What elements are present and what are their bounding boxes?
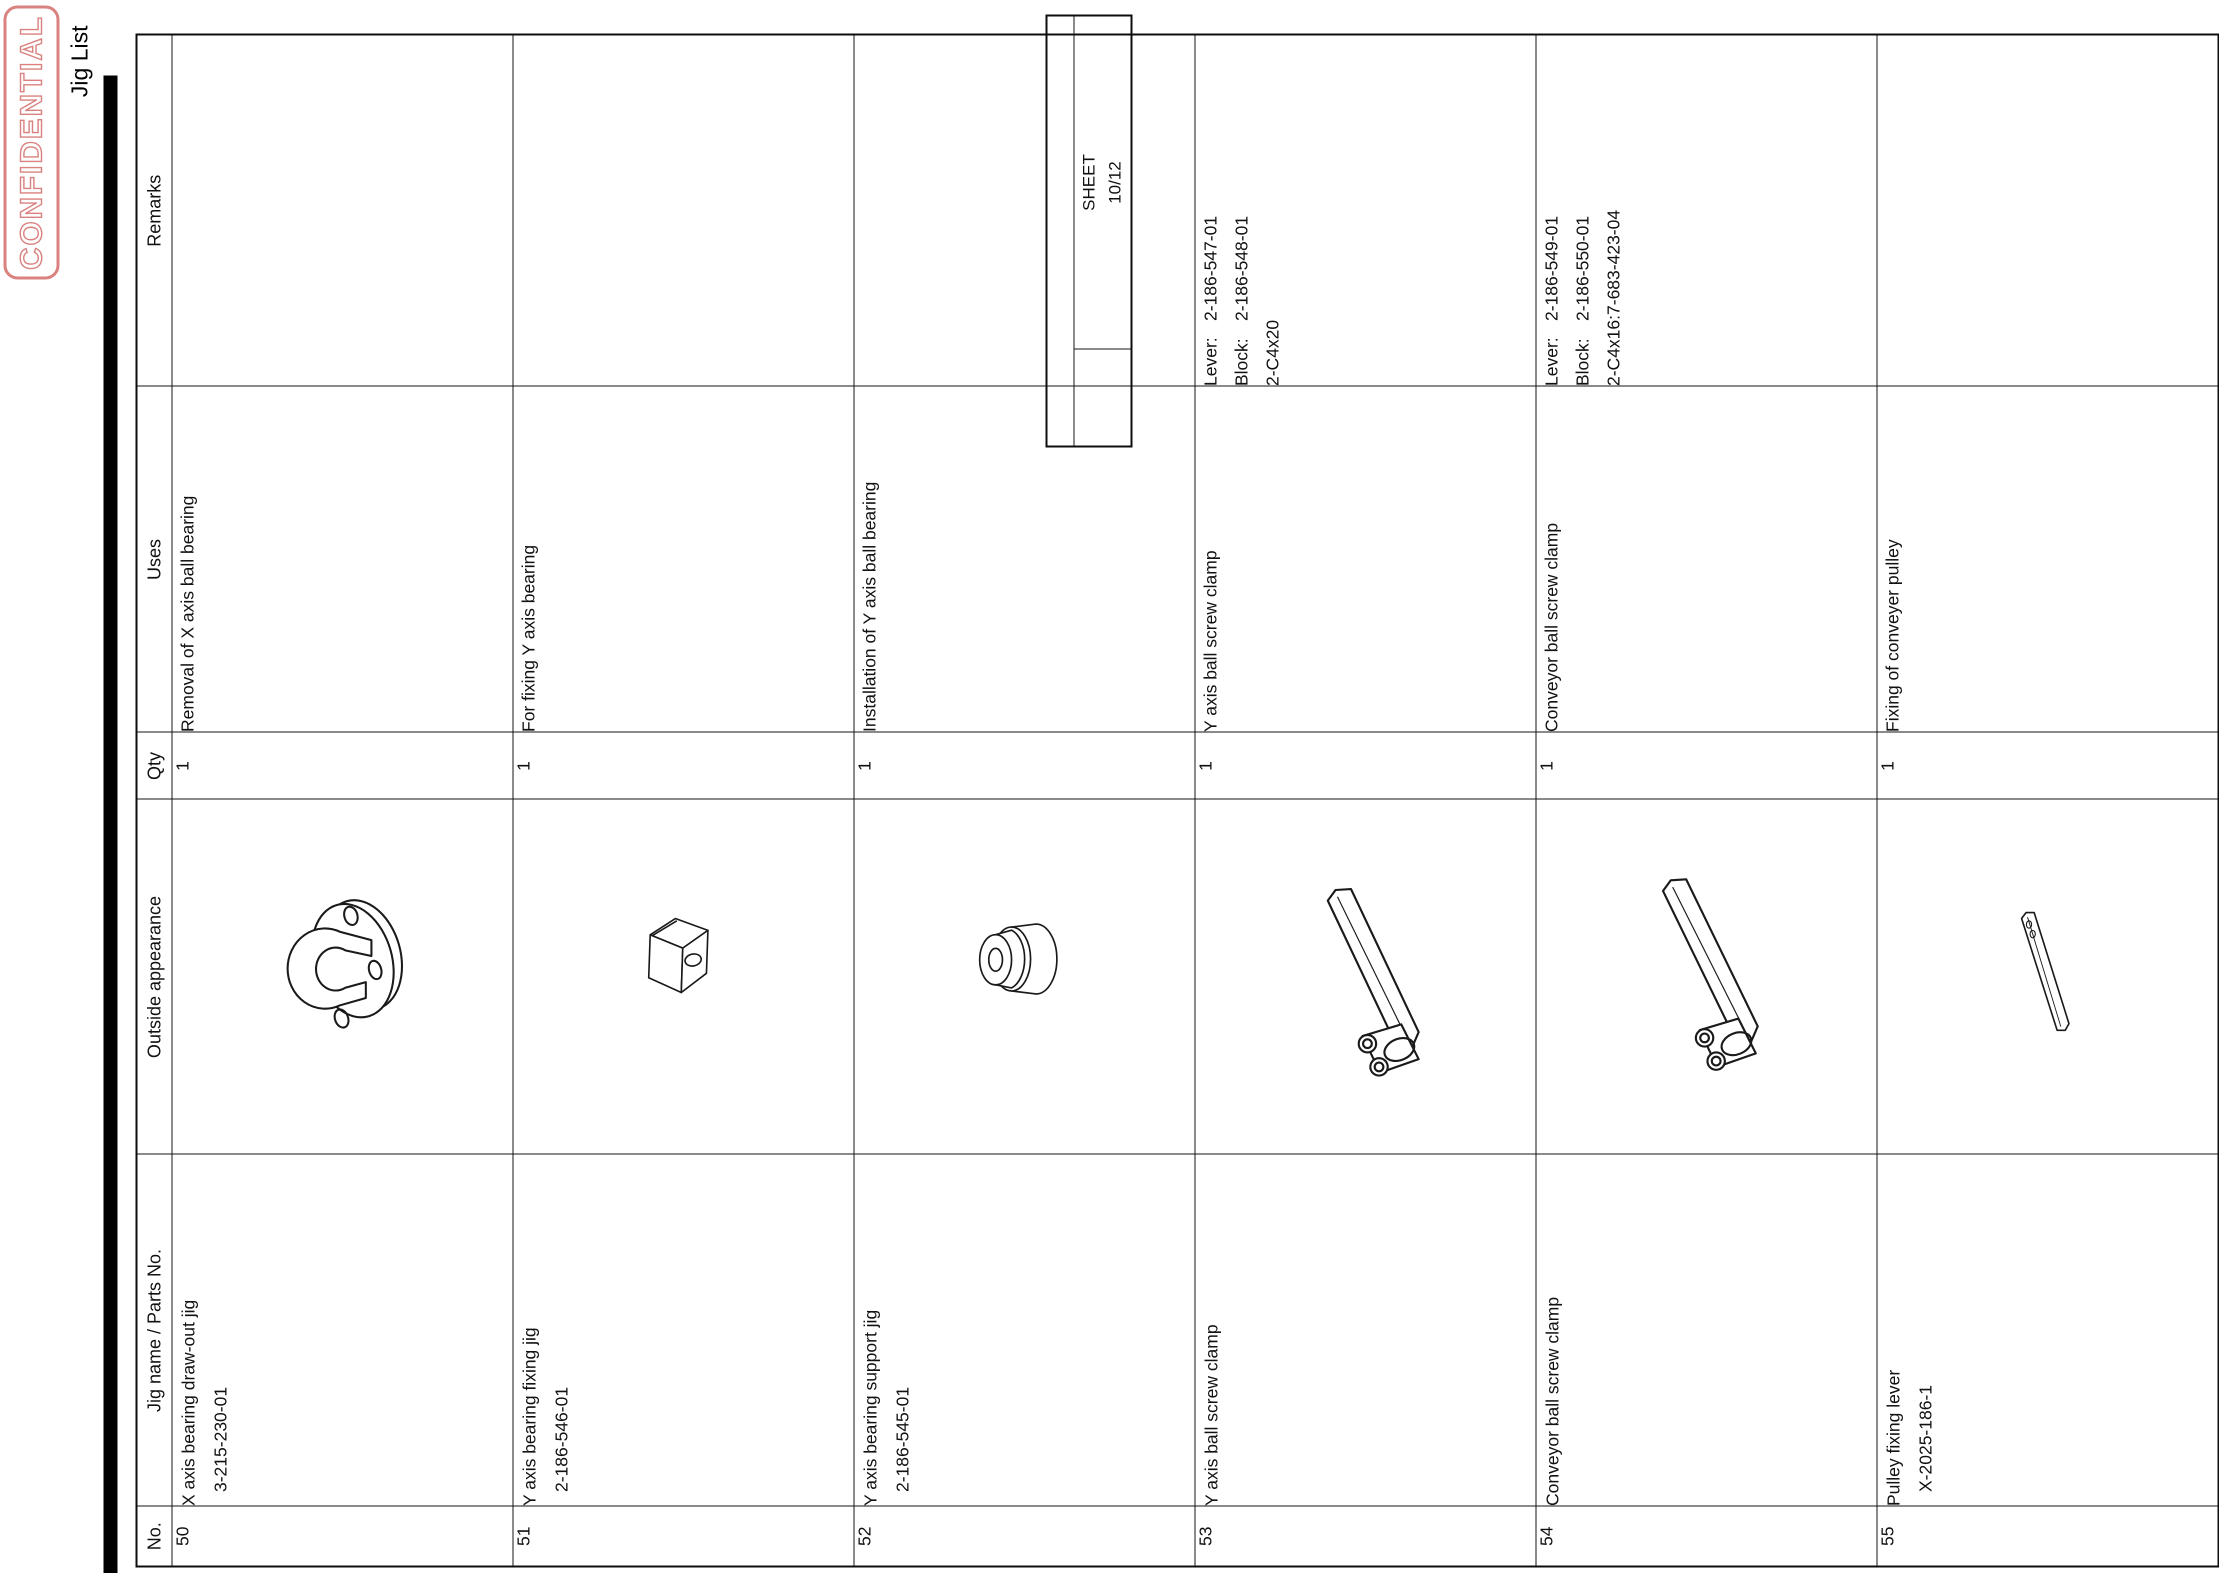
remarks-cell xyxy=(1877,34,2219,386)
table-row xyxy=(854,34,1195,1566)
remarks-cell xyxy=(1536,34,1877,386)
outside-appearance-cell xyxy=(172,799,513,1154)
remark-value: 2-186-548-01 xyxy=(1231,215,1251,321)
remark-line xyxy=(1226,35,1257,386)
qty-cell: 1 xyxy=(172,732,513,799)
bar-drawing xyxy=(1992,807,2103,1147)
row-number-cell: 55 xyxy=(1877,1506,2219,1566)
remark-line xyxy=(1567,35,1598,386)
uses-cell: Installation of Y axis ball bearing xyxy=(854,386,1195,732)
sheet-number-cell xyxy=(1074,16,1130,348)
table-row xyxy=(513,34,854,1566)
block-drawing xyxy=(628,807,739,1147)
remark-line xyxy=(1536,35,1567,386)
jig-part-number: 2-186-545-01 xyxy=(892,1386,912,1492)
uses-cell: For fixing Y axis bearing xyxy=(513,386,854,732)
uses-cell: Y axis ball screw clamp xyxy=(1195,386,1536,732)
remark-value: 2-186-550-01 xyxy=(1572,215,1592,321)
jig-name-cell xyxy=(854,1154,1195,1506)
header-qty: Qty xyxy=(136,732,172,799)
remark-label: Block: xyxy=(1572,337,1592,386)
table-row xyxy=(1536,34,1877,1566)
remarks-cell xyxy=(513,34,854,386)
header-remarks: Remarks xyxy=(136,34,172,386)
sheet-value: 10/12 xyxy=(1105,160,1124,204)
jig-name: Y axis ball screw clamp xyxy=(1201,1323,1221,1506)
remark-label: Lever: xyxy=(1200,336,1220,386)
jig-part-number: X-2025-186-1 xyxy=(1915,1384,1935,1492)
table-header-row xyxy=(136,34,172,1566)
qty-cell: 1 xyxy=(854,732,1195,799)
row-number-cell: 53 xyxy=(1195,1506,1536,1566)
jig-name: Pulley fixing lever xyxy=(1883,1369,1903,1506)
jig-table xyxy=(135,33,2219,1567)
remark-value: 2-186-547-01 xyxy=(1200,215,1220,321)
jig-part-number: 3-215-230-01 xyxy=(210,1386,230,1492)
jig-name-cell xyxy=(1536,1154,1877,1506)
lever-clamp-long-drawing xyxy=(1634,807,1779,1147)
row-number-cell: 50 xyxy=(172,1506,513,1566)
row-number-cell: 52 xyxy=(854,1506,1195,1566)
table-body xyxy=(172,34,2219,1566)
sheet-block-empty-cell xyxy=(1074,348,1130,445)
uses-cell: Fixing of conveyer pulley xyxy=(1877,386,2219,732)
flange-clamp-drawing xyxy=(272,807,412,1147)
remark-label: 2-C4x16: xyxy=(1603,314,1623,386)
outside-appearance-cell xyxy=(854,799,1195,1154)
table-row xyxy=(1877,34,2219,1566)
jig-name: X axis bearing draw-out jig xyxy=(178,1299,198,1506)
remark-value: 7-683-423-04 xyxy=(1603,209,1623,315)
uses-cell: Conveyor ball screw clamp xyxy=(1536,386,1877,732)
jig-name: Y axis bearing support jig xyxy=(860,1309,880,1506)
remark-line xyxy=(1257,35,1288,386)
remark-line xyxy=(1598,35,1629,386)
remarks-cell xyxy=(854,34,1195,386)
lever-clamp-drawing xyxy=(1293,807,1438,1147)
remark-label: Block: xyxy=(1231,337,1251,386)
row-number-cell: 51 xyxy=(513,1506,854,1566)
sheet-block-empty-row xyxy=(1047,16,1074,445)
outside-appearance-cell xyxy=(1195,799,1536,1154)
remarks-cell xyxy=(1195,34,1536,386)
qty-cell: 1 xyxy=(513,732,854,799)
remark-line xyxy=(1195,35,1226,386)
jig-name-cell xyxy=(172,1154,513,1506)
header-uses: Uses xyxy=(136,386,172,732)
sheet-block xyxy=(1045,14,1132,447)
outside-appearance-cell xyxy=(1877,799,2219,1154)
header-no: No. xyxy=(136,1506,172,1566)
title-underline-bar xyxy=(103,75,117,1573)
remark-value: 2-186-549-01 xyxy=(1541,215,1561,321)
bushing-drawing xyxy=(967,807,1081,1147)
header-outside-appearance: Outside appearance xyxy=(136,799,172,1154)
confidential-stamp: CONFIDENTIAL xyxy=(3,5,59,279)
remarks-cell xyxy=(172,34,513,386)
page-title: Jig List xyxy=(66,25,92,97)
jig-name-cell xyxy=(1195,1154,1536,1506)
uses-cell: Removal of X axis ball bearing xyxy=(172,386,513,732)
sheet-label: SHEET xyxy=(1079,153,1098,211)
qty-cell: 1 xyxy=(1195,732,1536,799)
jig-name-cell xyxy=(513,1154,854,1506)
header-jig-name: Jig name / Parts No. xyxy=(136,1154,172,1506)
qty-cell: 1 xyxy=(1877,732,2219,799)
table-row xyxy=(172,34,513,1566)
jig-part-number: 2-186-546-01 xyxy=(551,1386,571,1492)
jig-name: Y axis bearing fixing jig xyxy=(519,1326,539,1506)
qty-cell: 1 xyxy=(1536,732,1877,799)
outside-appearance-cell xyxy=(513,799,854,1154)
remark-label: Lever: xyxy=(1541,336,1561,386)
row-number-cell: 54 xyxy=(1536,1506,1877,1566)
remark-label: 2-C4x20 xyxy=(1262,319,1282,386)
outside-appearance-cell xyxy=(1536,799,1877,1154)
jig-name-cell xyxy=(1877,1154,2219,1506)
table-row xyxy=(1195,34,1536,1566)
jig-name: Conveyor ball screw clamp xyxy=(1542,1296,1562,1506)
